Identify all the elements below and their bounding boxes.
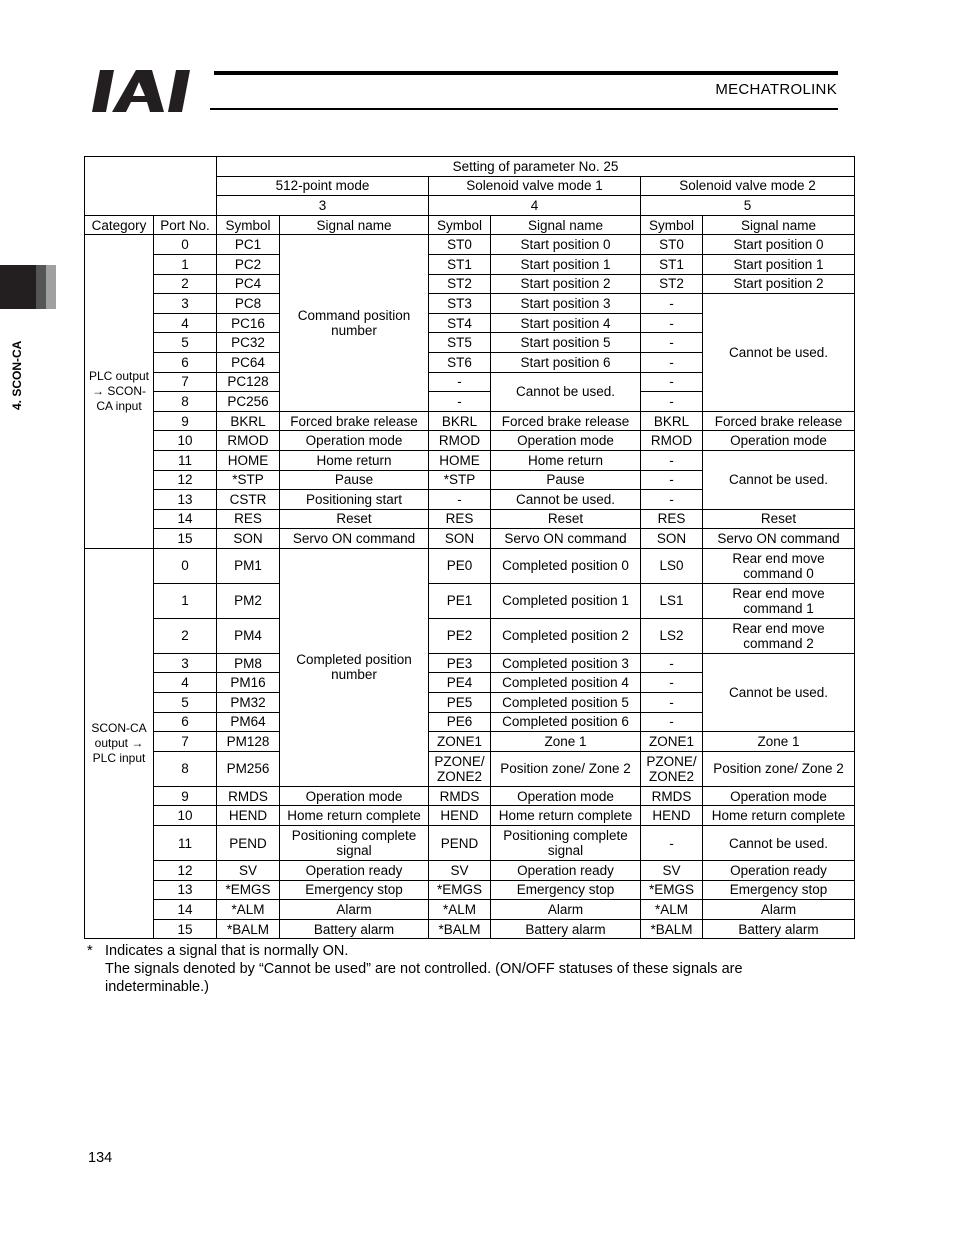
symbol: PE1 [429,583,491,618]
port-no: 7 [154,732,217,752]
category-cell: SCON-CA output → PLC input [85,548,154,939]
symbol: PEND [429,826,491,861]
symbol: - [429,490,491,510]
symbol: ST2 [429,274,491,294]
table-row [85,786,855,806]
symbol: ST3 [429,294,491,314]
signal-name: Start position 0 [491,235,641,255]
signal-name: Start position 0 [703,235,855,255]
symbol: SON [641,529,703,549]
symbol: PM8 [217,653,280,673]
side-tab-stripe-light [46,265,56,309]
symbol: HOME [429,450,491,470]
signal-name: Battery alarm [491,919,641,939]
symbol: HEND [429,806,491,826]
signal-name: Cannot be used. [703,294,855,412]
port-no: 15 [154,529,217,549]
table-row [85,274,855,294]
symbol: RMDS [429,786,491,806]
symbol: PZONE/ ZONE2 [429,751,491,786]
brand-label: MECHATROLINK [715,81,837,98]
symbol: ST5 [429,333,491,353]
signal-name: Operation mode [703,786,855,806]
symbol: PM256 [217,751,280,786]
signal-name: Battery alarm [703,919,855,939]
signal-name: Pause [280,470,429,490]
symbol: - [429,392,491,412]
port-no: 10 [154,431,217,451]
symbol: SON [429,529,491,549]
signal-name: Cannot be used. [703,653,855,731]
side-tab-stripe [36,265,46,309]
column-header: Port No. [154,215,217,235]
table-row [85,806,855,826]
symbol: PE3 [429,653,491,673]
symbol: - [641,450,703,470]
mode-value: 3 [217,196,429,216]
port-no: 14 [154,900,217,920]
symbol: ST1 [641,254,703,274]
signal-name: Forced brake release [491,411,641,431]
symbol: - [641,693,703,713]
symbol: RES [641,509,703,529]
table-row [85,900,855,920]
signal-name: Rear end move command 2 [703,618,855,653]
symbol: PM64 [217,712,280,732]
port-no: 4 [154,313,217,333]
port-no: 0 [154,548,217,583]
symbol: SV [429,861,491,881]
symbol: ST1 [429,254,491,274]
symbol: PZONE/ ZONE2 [641,751,703,786]
footnote-star: * [87,943,93,959]
port-no: 1 [154,583,217,618]
symbol: *BALM [217,919,280,939]
column-header: Symbol [641,215,703,235]
side-tab-block [0,265,36,309]
symbol: ST2 [641,274,703,294]
signal-name: Servo ON command [491,529,641,549]
port-no: 9 [154,411,217,431]
symbol: HEND [217,806,280,826]
port-no: 13 [154,880,217,900]
symbol: PE4 [429,673,491,693]
symbol: *ALM [641,900,703,920]
port-no: 12 [154,470,217,490]
port-no: 1 [154,254,217,274]
port-no: 2 [154,274,217,294]
symbol: - [641,294,703,314]
signal-name: Home return complete [491,806,641,826]
signal-name: Start position 4 [491,313,641,333]
symbol: PE6 [429,712,491,732]
signal-name: Start position 2 [491,274,641,294]
signal-name: Rear end move command 0 [703,548,855,583]
port-no: 9 [154,786,217,806]
table-row [85,254,855,274]
column-header: Signal name [280,215,429,235]
signal-name: Start position 6 [491,352,641,372]
table-row [85,653,855,673]
signal-name: Zone 1 [491,732,641,752]
category-cell: PLC output → SCON-CA input [85,235,154,549]
symbol: *EMGS [217,880,280,900]
table-row [85,411,855,431]
mode-header: 512-point mode [217,176,429,196]
mode-value: 5 [641,196,855,216]
port-no: 5 [154,333,217,353]
table-row [85,548,855,583]
signal-name: Forced brake release [280,411,429,431]
column-header: Symbol [429,215,491,235]
symbol: - [641,673,703,693]
signal-name: Completed position 3 [491,653,641,673]
symbol: RMOD [429,431,491,451]
signal-name: Reset [703,509,855,529]
table-row [85,294,855,314]
column-header: Signal name [491,215,641,235]
port-no: 14 [154,509,217,529]
symbol: LS2 [641,618,703,653]
column-header: Symbol [217,215,280,235]
symbol: PM16 [217,673,280,693]
footnote [87,942,847,996]
symbol: SV [217,861,280,881]
symbol: BKRL [641,411,703,431]
symbol: PM32 [217,693,280,713]
column-header: Signal name [703,215,855,235]
symbol: LS1 [641,583,703,618]
table-row [85,450,855,470]
symbol: - [641,372,703,392]
symbol: *STP [217,470,280,490]
symbol: RMDS [641,786,703,806]
symbol: RES [429,509,491,529]
symbol: ST0 [641,235,703,255]
symbol: ST0 [429,235,491,255]
port-no: 8 [154,392,217,412]
signal-name: Cannot be used. [491,372,641,411]
signal-name: Positioning complete signal [491,826,641,861]
signal-name: Start position 2 [703,274,855,294]
port-no: 2 [154,618,217,653]
signal-name: Start position 3 [491,294,641,314]
table-row [85,157,855,177]
symbol: *BALM [641,919,703,939]
table-row [85,529,855,549]
table-row [85,583,855,618]
signal-name: Emergency stop [491,880,641,900]
symbol: *ALM [217,900,280,920]
signal-name: Operation mode [703,431,855,451]
signal-name: Operation mode [280,431,429,451]
signal-name: Emergency stop [703,880,855,900]
symbol: PC256 [217,392,280,412]
signal-assignment-table [84,156,855,939]
port-no: 7 [154,372,217,392]
symbol: HEND [641,806,703,826]
symbol: RMOD [641,431,703,451]
symbol: PM128 [217,732,280,752]
port-no: 11 [154,450,217,470]
signal-name: Servo ON command [703,529,855,549]
iai-logo [92,70,208,112]
mode-header: Solenoid valve mode 2 [641,176,855,196]
symbol: SV [641,861,703,881]
symbol: HOME [217,450,280,470]
symbol: CSTR [217,490,280,510]
signal-name: Operation ready [280,861,429,881]
symbol: PC2 [217,254,280,274]
symbol: - [641,490,703,510]
port-no: 0 [154,235,217,255]
signal-name: Emergency stop [280,880,429,900]
footnote-line-2: The signals denoted by “Cannot be used” are not controlled. (ON/OFF statuses of these signals are indeterminable.) [105,961,743,995]
column-header: Category [85,215,154,235]
signal-name: Operation mode [491,431,641,451]
signal-name: Cannot be used. [491,490,641,510]
signal-name: Start position 1 [703,254,855,274]
signal-name: Completed position 6 [491,712,641,732]
table-row [85,509,855,529]
signal-name: Position zone/ Zone 2 [491,751,641,786]
symbol: *STP [429,470,491,490]
signal-name: Pause [491,470,641,490]
port-no: 11 [154,826,217,861]
signal-name: Operation mode [280,786,429,806]
symbol: RES [217,509,280,529]
signal-name: Alarm [280,900,429,920]
signal-name: Reset [280,509,429,529]
signal-name: Operation ready [491,861,641,881]
symbol: RMDS [217,786,280,806]
symbol: PC64 [217,352,280,372]
table-row [85,751,855,786]
symbol: ZONE1 [641,732,703,752]
table-row [85,826,855,861]
signal-name: Reset [491,509,641,529]
port-no: 12 [154,861,217,881]
signal-name: Completed position 2 [491,618,641,653]
port-no: 3 [154,294,217,314]
signal-name: Start position 1 [491,254,641,274]
signal-name: Completed position 5 [491,693,641,713]
symbol: - [641,313,703,333]
symbol: - [641,352,703,372]
symbol: - [641,333,703,353]
signal-name: Forced brake release [703,411,855,431]
symbol: PE5 [429,693,491,713]
signal-name: Alarm [703,900,855,920]
mode-header: Solenoid valve mode 1 [429,176,641,196]
symbol: BKRL [429,411,491,431]
port-no: 6 [154,712,217,732]
signal-name: Positioning complete signal [280,826,429,861]
symbol: - [641,712,703,732]
signal-name: Zone 1 [703,732,855,752]
footnote-line-1: Indicates a signal that is normally ON. [105,943,349,959]
table-row [85,861,855,881]
header-rule-thin [210,108,838,110]
signal-name: Cannot be used. [703,826,855,861]
signal-name: Completed position 1 [491,583,641,618]
signal-name: Position zone/ Zone 2 [703,751,855,786]
symbol: SON [217,529,280,549]
symbol: PE0 [429,548,491,583]
symbol: PC8 [217,294,280,314]
symbol: BKRL [217,411,280,431]
table-row [85,880,855,900]
signal-name: Servo ON command [280,529,429,549]
table-row [85,919,855,939]
symbol: PC16 [217,313,280,333]
table-row [85,431,855,451]
table-row [85,732,855,752]
symbol: ZONE1 [429,732,491,752]
symbol: PC1 [217,235,280,255]
symbol: ST4 [429,313,491,333]
signal-name: Battery alarm [280,919,429,939]
header-rule-thick [214,71,838,75]
port-no: 5 [154,693,217,713]
port-no: 8 [154,751,217,786]
symbol: *ALM [429,900,491,920]
symbol: *EMGS [429,880,491,900]
port-no: 10 [154,806,217,826]
signal-name: Completed position 4 [491,673,641,693]
symbol: PC4 [217,274,280,294]
signal-name: Operation ready [703,861,855,881]
symbol: RMOD [217,431,280,451]
mode-value: 4 [429,196,641,216]
symbol: - [641,653,703,673]
symbol: PC32 [217,333,280,353]
signal-name: Start position 5 [491,333,641,353]
symbol: *BALM [429,919,491,939]
port-no: 15 [154,919,217,939]
signal-name: Home return [491,450,641,470]
table-row [85,215,855,235]
param-title: Setting of parameter No. 25 [217,157,855,177]
blank-corner [85,157,217,216]
symbol: PM4 [217,618,280,653]
symbol: PC128 [217,372,280,392]
port-no: 3 [154,653,217,673]
port-no: 6 [154,352,217,372]
signal-name: Completed position 0 [491,548,641,583]
signal-name: Positioning start [280,490,429,510]
symbol: ST6 [429,352,491,372]
signal-name: Alarm [491,900,641,920]
symbol: PM2 [217,583,280,618]
signal-name: Home return [280,450,429,470]
table-row [85,618,855,653]
symbol: PE2 [429,618,491,653]
signal-name: Command position number [280,235,429,411]
signal-name: Operation mode [491,786,641,806]
symbol: - [641,470,703,490]
table-row [85,235,855,255]
symbol: PEND [217,826,280,861]
port-no: 13 [154,490,217,510]
port-no: 4 [154,673,217,693]
page-number: 134 [88,1150,113,1166]
symbol: - [641,826,703,861]
chapter-label: 4. SCON-CA [10,340,24,410]
signal-name: Home return complete [703,806,855,826]
symbol: - [641,392,703,412]
symbol: LS0 [641,548,703,583]
signal-name: Home return complete [280,806,429,826]
signal-name: Completed position number [280,548,429,786]
symbol: *EMGS [641,880,703,900]
signal-name: Cannot be used. [703,450,855,509]
signal-name: Rear end move command 1 [703,583,855,618]
symbol: PM1 [217,548,280,583]
symbol: - [429,372,491,392]
